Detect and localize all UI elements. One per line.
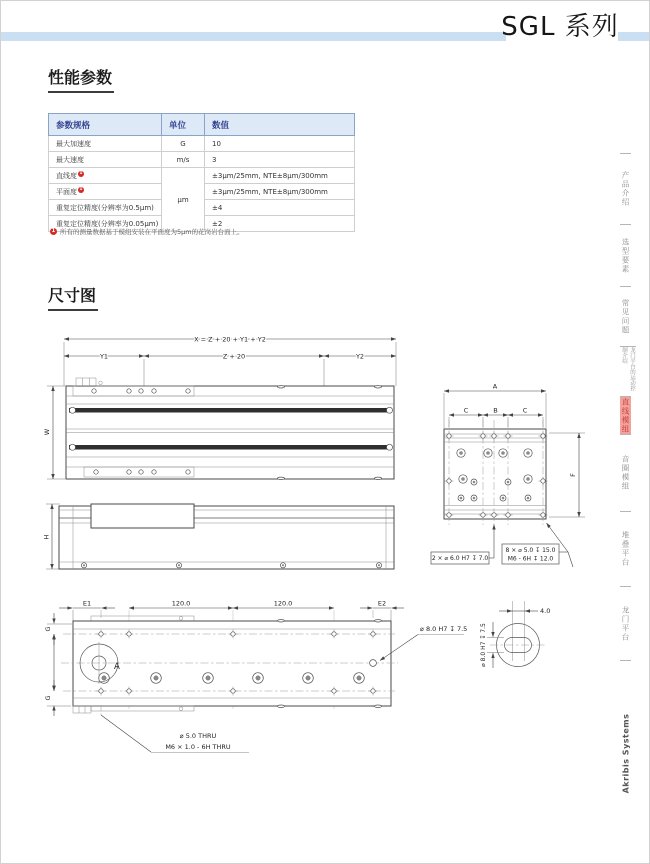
dim-120-a: 120.0 [171, 599, 191, 608]
annotation-corner-holes: 2 × ⌀ 6.0 H7 ↧ 7.0 [431, 555, 489, 562]
unit-cell: m/s [162, 152, 205, 168]
section-title-dimensions: 尺寸图 [48, 283, 98, 311]
annotation-dowel-hole: ⌀ 8.0 H7 ↧ 7.5 [420, 625, 468, 633]
annotation-pattern-holes-2: M6 - 6H ↧ 12.0 [507, 555, 554, 563]
dim-f: F [569, 473, 577, 477]
dim-e2: E2 [377, 599, 387, 608]
dimension-drawing [1, 1, 650, 864]
dim-y2: Y2 [355, 352, 365, 361]
top-view-drawing [43, 335, 396, 479]
dim-e1: E1 [82, 599, 92, 608]
side-view-drawing [43, 504, 395, 569]
footnote-text: 所有的测量数据基于模组安装在平面度为5μm的花岗岩台面上。 [60, 228, 244, 236]
param-cell: 平面度 1 [49, 184, 162, 200]
value-cell: ±2 [205, 216, 355, 232]
param-cell: 直线度 1 [49, 168, 162, 184]
value-cell: 10 [205, 136, 355, 152]
col-header-param: 参数规格 [49, 114, 162, 136]
col-header-unit: 单位 [162, 114, 205, 136]
end-view-drawing [431, 383, 585, 568]
sidebar-tab-voice-coil-module[interactable]: 音圈模组 [620, 434, 631, 511]
dim-w: W [43, 428, 51, 436]
sidebar-tab-stacked-stage[interactable]: 堆叠平台 [620, 511, 631, 586]
sidebar-tab-gantry-stage[interactable]: 龙门平台 [620, 586, 631, 661]
dim-y1: Y1 [99, 352, 109, 361]
unit-cell-merged: μm [162, 168, 205, 232]
annotation-thru-hole: ⌀ 5.0 THRU [179, 732, 217, 740]
bottom-view-drawing [44, 599, 467, 752]
sidebar-tab-product-intro[interactable]: 产品介绍 [620, 153, 631, 224]
dim-c-right: C [522, 406, 528, 415]
sidebar-tab-faq[interactable]: 常见问题 [620, 286, 631, 346]
param-cell: 最大速度 [49, 152, 162, 168]
detail-a-view-drawing [480, 601, 550, 668]
value-cell: ±4 [205, 200, 355, 216]
dim-g-top: G [44, 626, 52, 632]
param-cell: 重复定位精度(分辨率为0.5μm) [49, 200, 162, 216]
footnote-marker-icon: 1 [79, 171, 83, 177]
annotation-thru-thread: M6 × 1.0 - 6H THRU [165, 743, 231, 751]
side-tab-navigation [620, 153, 649, 661]
dim-h: H [42, 534, 51, 540]
dim-detail-dowel: ⌀ 8.0 H7 ↧ 7.5 [480, 623, 487, 667]
dim-120-b: 120.0 [273, 599, 293, 608]
dim-z20: Z + 20 [222, 352, 246, 361]
value-cell: ±3μm/25mm, NTE±8μm/300mm [205, 168, 355, 184]
dim-a: A [492, 382, 498, 391]
value-cell: ±3μm/25mm, NTE±8μm/300mm [205, 184, 355, 200]
dim-4-0: 4.0 [540, 607, 551, 615]
param-cell: 重复定位精度(分辨率为0.05μm) [49, 216, 162, 232]
dim-g-bottom: G [44, 695, 52, 701]
dim-b: B [493, 406, 498, 415]
page-title: SGL 系列 [501, 12, 619, 42]
footnote-marker-icon: 1 [51, 228, 56, 234]
dim-x-total: X = Z + 20 + Y1 + Y2 [194, 335, 266, 344]
annotation-pattern-holes-1: 8 × ⌀ 5.0 ↧ 15.0 [505, 547, 556, 554]
brand-name: Akribis Systems [621, 713, 631, 794]
dim-c-left: C [463, 406, 469, 415]
sidebar-tab-linear-module[interactable]: 直线模组 [621, 397, 630, 434]
detail-a-marker: A [114, 662, 120, 672]
value-cell: 3 [205, 152, 355, 168]
section-title-performance: 性能参数 [48, 65, 114, 93]
param-cell: 最大加速度 [49, 136, 162, 152]
sidebar-tab-selection-factors[interactable]: 选型要素 [620, 224, 631, 286]
unit-cell: G [162, 136, 205, 152]
footnote-marker-icon: 1 [79, 187, 83, 193]
col-header-value: 数值 [205, 114, 355, 136]
sidebar-tab-gantry-motion-control[interactable]: 龙门平台的运动控制介绍 [620, 346, 636, 396]
